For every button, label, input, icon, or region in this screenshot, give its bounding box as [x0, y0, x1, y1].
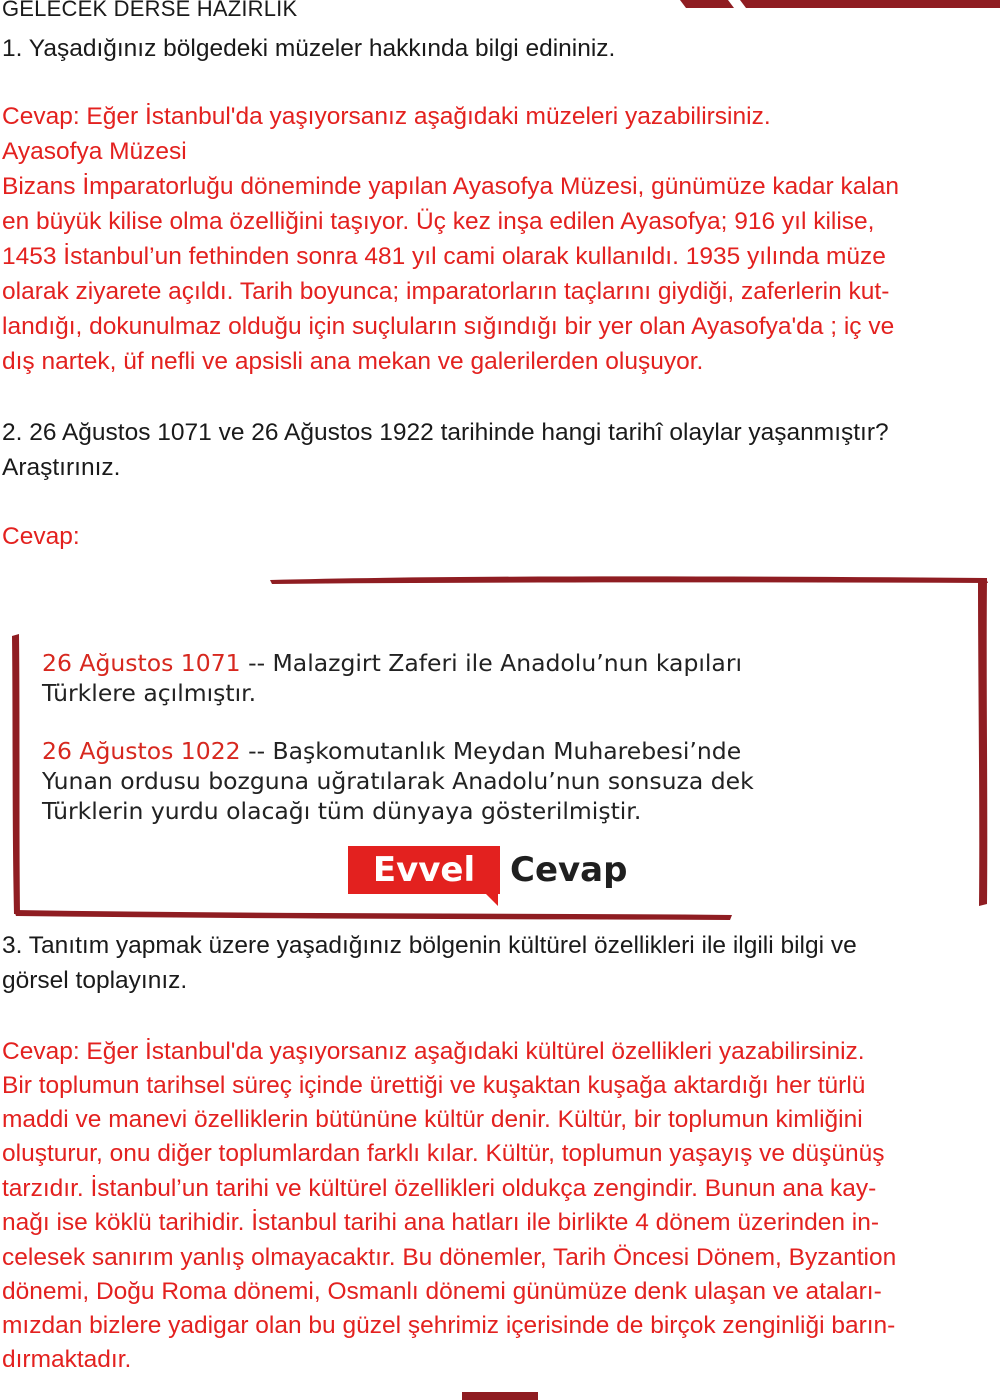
answer-3-intro: Cevap: Eğer İstanbul'da yaşıyorsanız aşağıdaki kültürel özellikleri yazabilirsiniz. [2, 1038, 865, 1065]
answer-1-intro: Cevap: Eğer İstanbul'da yaşıyorsanız aşağıdaki müzeleri yazabilirsiniz. [2, 103, 771, 130]
answer-1-paragraph-line: 1453 İstanbul’un fethinden sonra 481 yıl cami olarak kullanıldı. 1935 yılında müze [2, 243, 886, 270]
box-item-1-line-1 [42, 648, 742, 678]
answer-3-paragraph-line: oluşturur, onu diğer toplumlardan farklı kılar. Kültür, toplumun yaşayış ve düşünüş [2, 1140, 885, 1167]
answer-1-paragraph-line: landığı, dokunulmaz olduğu için suçluların sığındığı bir yer olan Ayasofya'da ; iç ve [2, 313, 895, 340]
box-item-2-text: -- Başkomutanlık Meydan Muharebesi’nde [240, 737, 742, 765]
answer-3-paragraph-line: tarzıdır. İstanbul’un tarihi ve kültürel özellikleri oldukça zengindir. Bunun ana kay- [2, 1175, 877, 1202]
bottom-tab-decoration [462, 1392, 538, 1400]
question-3-line: görsel toplayınız. [2, 967, 188, 994]
answer-3-paragraph-line: dırmaktadır. [2, 1346, 132, 1373]
box-item-1-date: 26 Ağustos 1071 [42, 649, 241, 677]
answer-1-paragraph-line: Bizans İmparatorluğu döneminde yapılan Ayasofya Müzesi, günümüze kadar kalan [2, 173, 900, 200]
page-title: GELECEK DERSE HAZIRLIK [2, 0, 298, 21]
question-2-line: 2. 26 Ağustos 1071 ve 26 Ağustos 1922 tarihinde hangi tarihî olaylar yaşanmıştır? [2, 419, 889, 446]
answer-1-paragraph-line: en büyük kilise olma özelliğini taşıyor. Üç kez inşa edilen Ayasofya; 916 yıl kilise, [2, 208, 875, 235]
answer-3-paragraph-line: nağı ise köklü tarihidir. İstanbul tarihi ana hatları ile birlikte 4 dönem üzerinden in- [2, 1209, 880, 1236]
corner-ribbon-decoration [680, 0, 1000, 8]
answer-2-image-box [10, 574, 990, 920]
museum-name: Ayasofya Müzesi [2, 138, 187, 165]
box-item-2-date: 26 Ağustos 1022 [42, 737, 241, 765]
box-item-1-line-2: Türklere açılmıştır. [42, 679, 257, 707]
answer-3-paragraph-line: dönemi, Doğu Roma dönemi, Osmanlı dönemi günümüze denk ulaşan ve ataları- [2, 1278, 882, 1305]
question-1: 1. Yaşadığınız bölgedeki müzeler hakkında bilgi edininiz. [2, 35, 616, 62]
question-2-line: Araştırınız. [2, 454, 121, 481]
logo-evvel-text: Evvel [348, 846, 500, 894]
answer-2-label: Cevap: [2, 523, 80, 550]
answer-3-paragraph-line: celesek sanırım yanlış olmayacaktır. Bu dönemler, Tarih Öncesi Dönem, Byzantion [2, 1244, 897, 1271]
box-item-2-line-1 [42, 736, 741, 766]
box-item-2-line-3: Türklerin yurdu olacağı tüm dünyaya gösterilmiştir. [42, 797, 642, 825]
logo-cevap-text: Cevap [510, 850, 628, 890]
question-3-line: 3. Tanıtım yapmak üzere yaşadığınız bölgenin kültürel özellikleri ile ilgili bilgi ve [2, 932, 857, 959]
box-item-2-line-2: Yunan ordusu bozguna uğratılarak Anadolu’nun sonsuza dek [42, 767, 754, 795]
answer-3-paragraph-line: maddi ve manevi özelliklerin bütününe kültür denir. Kültür, bir toplumun kimliğini [2, 1106, 863, 1133]
box-item-1-text: -- Malazgirt Zaferi ile Anadolu’nun kapıları [240, 649, 743, 677]
answer-1-paragraph-line: olarak ziyarete açıldı. Tarih boyunca; imparatorların taçlarını giydiği, zaferlerin kut- [2, 278, 890, 305]
answer-3-paragraph-line: Bir toplumun tarihsel süreç içinde ürettiği ve kuşaktan kuşağa aktardığı her türlü [2, 1072, 866, 1099]
answer-1-paragraph-line: dış nartek, üf nefli ve apsisli ana mekan ve galerilerden oluşuyor. [2, 348, 704, 375]
answer-3-paragraph-line: mızdan bizlere yadigar olan bu güzel şehrimiz içerisinde de birçok zenginliği barın- [2, 1312, 896, 1339]
speech-bubble-tail-icon [484, 892, 498, 906]
